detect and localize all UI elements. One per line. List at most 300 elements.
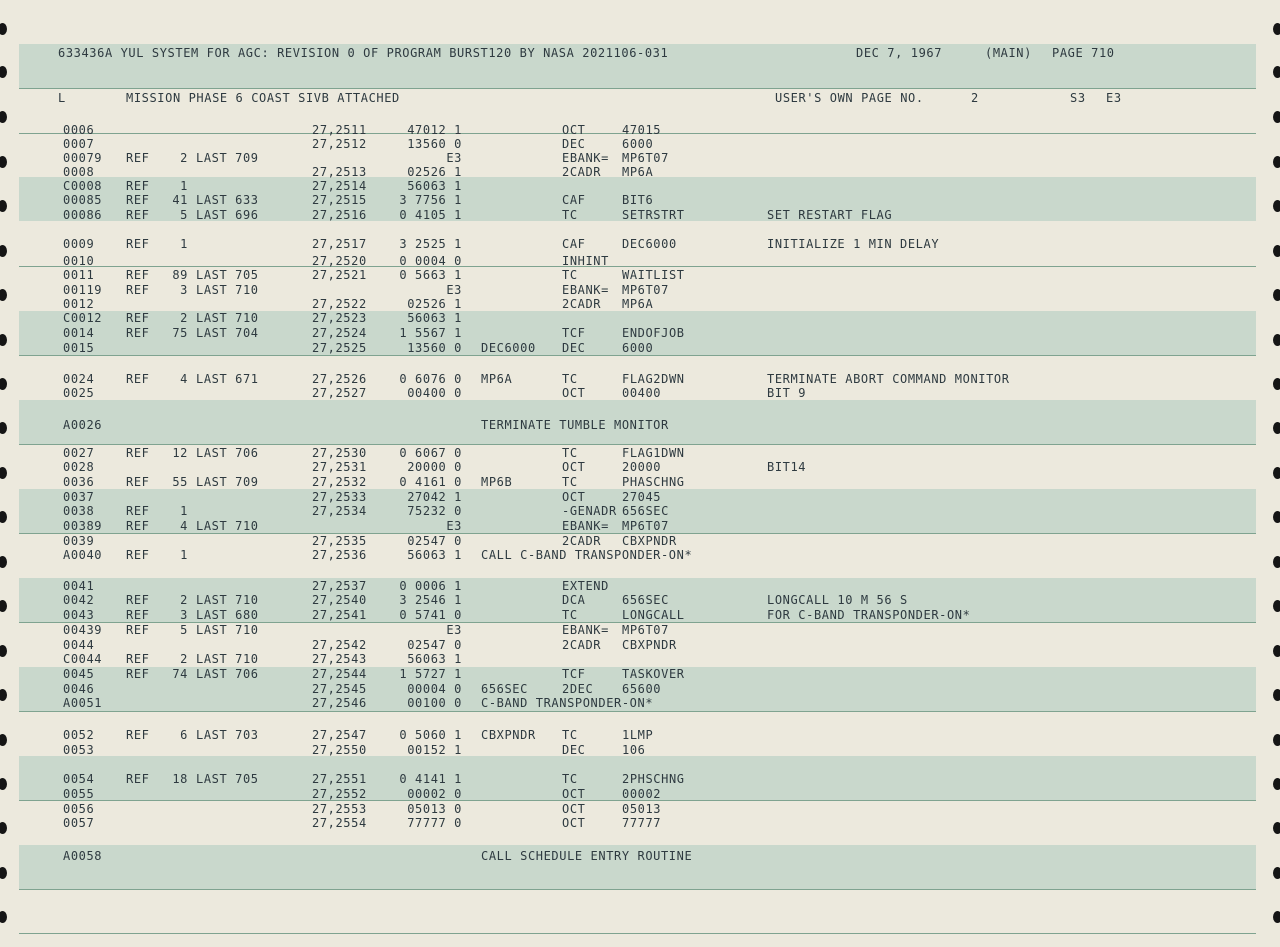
row-cnt: 55	[172, 475, 188, 489]
row-operand: CBXPNDR	[622, 534, 677, 548]
row-seq: 0008	[63, 165, 95, 179]
row-operand: PHASCHNG	[622, 475, 685, 489]
row-seq: 0009	[63, 237, 95, 251]
row-loc: 27,2514	[312, 179, 367, 193]
row-seq: 0012	[63, 297, 95, 311]
row-last: LAST 706	[196, 667, 259, 681]
row-loc: 27,2554	[312, 816, 367, 830]
row-op: OCT	[562, 802, 586, 816]
row-loc: 27,2527	[312, 386, 367, 400]
row-operand: DEC6000	[622, 237, 677, 251]
row-word: 20000 0	[407, 460, 462, 474]
sprocket-hole	[1273, 645, 1280, 657]
row-loc: 27,2553	[312, 802, 367, 816]
row-loc: 27,2520	[312, 254, 367, 268]
row-word: 1 5567 1	[399, 326, 462, 340]
sprocket-hole	[1273, 867, 1280, 879]
sprocket-hole	[0, 334, 7, 346]
row-cnt: 1	[180, 179, 188, 193]
row-seq: A0058	[63, 849, 103, 863]
row-seq: 0053	[63, 743, 95, 757]
row-loc: 27,2532	[312, 475, 367, 489]
sprocket-hole	[1273, 734, 1280, 746]
row-op: TCF	[562, 326, 586, 340]
row-cnt: 3	[180, 608, 188, 622]
row-operand: 1LMP	[622, 728, 654, 742]
row-cnt: 74	[172, 667, 188, 681]
row-word: E3	[446, 623, 462, 637]
row-seq: 00086	[63, 208, 103, 222]
section-code: S3	[1070, 91, 1086, 105]
row-seq: 0011	[63, 268, 95, 282]
sprocket-hole	[1273, 378, 1280, 390]
row-cnt: 41	[172, 193, 188, 207]
row-cnt: 5	[180, 208, 188, 222]
row-loc: 27,2551	[312, 772, 367, 786]
row-loc: 27,2541	[312, 608, 367, 622]
row-operand: 106	[622, 743, 646, 757]
rule-line	[19, 711, 1256, 712]
row-operand: MP6T07	[622, 283, 669, 297]
rule-line	[19, 889, 1256, 890]
row-ref: REF	[126, 237, 150, 251]
row-last: LAST 633	[196, 193, 259, 207]
sprocket-hole	[0, 911, 7, 923]
sprocket-hole	[1273, 66, 1280, 78]
row-word: 47012 1	[407, 123, 462, 137]
row-loc: 27,2512	[312, 137, 367, 151]
row-loc: 27,2530	[312, 446, 367, 460]
row-loc: 27,2543	[312, 652, 367, 666]
row-word: 0 4105 1	[399, 208, 462, 222]
row-seq: 0036	[63, 475, 95, 489]
row-last: LAST 709	[196, 151, 259, 165]
row-ref: REF	[126, 504, 150, 518]
row-seq: 0044	[63, 638, 95, 652]
row-seq: 0028	[63, 460, 95, 474]
row-operand: 77777	[622, 816, 662, 830]
row-word: 02526 1	[407, 165, 462, 179]
row-operand: MP6T07	[622, 519, 669, 533]
row-op: EBANK=	[562, 623, 609, 637]
row-word: 02547 0	[407, 534, 462, 548]
row-seq: 0045	[63, 667, 95, 681]
row-last: LAST 710	[196, 623, 259, 637]
row-loc: 27,2525	[312, 341, 367, 355]
row-ref: REF	[126, 608, 150, 622]
row-operand: FLAG2DWN	[622, 372, 685, 386]
sprocket-hole	[1273, 23, 1280, 35]
row-operand: 00400	[622, 386, 662, 400]
row-operand: BIT6	[622, 193, 654, 207]
row-word: 0 5060 1	[399, 728, 462, 742]
row-word: 00004 0	[407, 682, 462, 696]
sprocket-hole	[0, 111, 7, 123]
row-op: INHINT	[562, 254, 609, 268]
row-operand: MP6T07	[622, 623, 669, 637]
row-word: 0 6076 0	[399, 372, 462, 386]
row-op: TC	[562, 728, 578, 742]
row-operand: 05013	[622, 802, 662, 816]
row-label: 656SEC	[481, 682, 528, 696]
row-comment: LONGCALL 10 M 56 S	[767, 593, 908, 607]
row-seq: 0057	[63, 816, 95, 830]
row-word: 0 5663 1	[399, 268, 462, 282]
row-loc: 27,2516	[312, 208, 367, 222]
row-ref: REF	[126, 283, 150, 297]
sprocket-hole	[1273, 511, 1280, 523]
row-op: OCT	[562, 490, 586, 504]
header-page: PAGE 710	[1052, 46, 1115, 60]
rule-line	[19, 355, 1256, 356]
row-op: TC	[562, 608, 578, 622]
row-op: -GENADR	[562, 504, 617, 518]
row-operand: 27045	[622, 490, 662, 504]
row-word: E3	[446, 283, 462, 297]
row-op: TC	[562, 772, 578, 786]
row-comment: TERMINATE ABORT COMMAND MONITOR	[767, 372, 1010, 386]
row-cnt: 12	[172, 446, 188, 460]
row-cnt: 4	[180, 372, 188, 386]
row-ref: REF	[126, 772, 150, 786]
row-label: TERMINATE TUMBLE MONITOR	[481, 418, 669, 432]
row-word: 1 5727 1	[399, 667, 462, 681]
row-word: 00400 0	[407, 386, 462, 400]
row-word: 27042 1	[407, 490, 462, 504]
rule-line	[19, 933, 1256, 934]
row-seq: 0041	[63, 579, 95, 593]
row-cnt: 5	[180, 623, 188, 637]
sprocket-hole	[0, 156, 7, 168]
row-seq: 0007	[63, 137, 95, 151]
row-operand: WAITLIST	[622, 268, 685, 282]
row-label: MP6A	[481, 372, 513, 386]
row-word: 0 4161 0	[399, 475, 462, 489]
row-label: CALL C-BAND TRANSPONDER-ON*	[481, 548, 693, 562]
row-seq: 0015	[63, 341, 95, 355]
row-op: DEC	[562, 137, 586, 151]
row-last: LAST 710	[196, 593, 259, 607]
row-word: 05013 0	[407, 802, 462, 816]
row-word: 02547 0	[407, 638, 462, 652]
row-ref: REF	[126, 519, 150, 533]
row-cnt: 89	[172, 268, 188, 282]
row-word: 0 4141 1	[399, 772, 462, 786]
row-last: LAST 706	[196, 446, 259, 460]
row-seq: 0054	[63, 772, 95, 786]
row-ref: REF	[126, 208, 150, 222]
row-op: OCT	[562, 123, 586, 137]
row-operand: MP6A	[622, 297, 654, 311]
row-comment: INITIALIZE 1 MIN DELAY	[767, 237, 940, 251]
row-loc: 27,2544	[312, 667, 367, 681]
sprocket-hole	[1273, 334, 1280, 346]
row-op: TC	[562, 268, 578, 282]
row-word: 56063 1	[407, 548, 462, 562]
row-last: LAST 710	[196, 311, 259, 325]
row-cnt: 2	[180, 311, 188, 325]
row-ref: REF	[126, 593, 150, 607]
row-ref: REF	[126, 311, 150, 325]
row-ref: REF	[126, 652, 150, 666]
row-operand: MP6T07	[622, 151, 669, 165]
section-code: E3	[1106, 91, 1122, 105]
row-ref: REF	[126, 179, 150, 193]
row-op: 2CADR	[562, 297, 602, 311]
row-label: CBXPNDR	[481, 728, 536, 742]
row-operand: ENDOFJOB	[622, 326, 685, 340]
row-loc: 27,2535	[312, 534, 367, 548]
row-word: 00152 1	[407, 743, 462, 757]
row-word: 77777 0	[407, 816, 462, 830]
row-loc: 27,2521	[312, 268, 367, 282]
row-loc: 27,2531	[312, 460, 367, 474]
row-comment: SET RESTART FLAG	[767, 208, 893, 222]
row-op: EXTEND	[562, 579, 609, 593]
row-cnt: 2	[180, 151, 188, 165]
row-op: DEC	[562, 341, 586, 355]
sprocket-hole	[0, 734, 7, 746]
row-op: EBANK=	[562, 283, 609, 297]
row-op: DEC	[562, 743, 586, 757]
row-operand: SETRSTRT	[622, 208, 685, 222]
row-loc: 27,2523	[312, 311, 367, 325]
row-loc: 27,2515	[312, 193, 367, 207]
row-seq: 0055	[63, 787, 95, 801]
row-cnt: 4	[180, 519, 188, 533]
user-page-number: 2	[971, 91, 979, 105]
row-ref: REF	[126, 548, 150, 562]
row-word: E3	[446, 519, 462, 533]
sprocket-hole	[0, 245, 7, 257]
row-word: 02526 1	[407, 297, 462, 311]
sprocket-hole	[1273, 556, 1280, 568]
sprocket-hole	[0, 867, 7, 879]
sprocket-hole	[0, 600, 7, 612]
row-last: LAST 710	[196, 283, 259, 297]
row-seq: C0044	[63, 652, 103, 666]
row-word: 3 7756 1	[399, 193, 462, 207]
row-op: 2CADR	[562, 638, 602, 652]
row-ref: REF	[126, 728, 150, 742]
sprocket-hole	[1273, 689, 1280, 701]
header-title: 633436A YUL SYSTEM FOR AGC: REVISION 0 OF PROGRAM BURST120 BY NASA 2021106-031	[58, 46, 669, 60]
row-operand: 20000	[622, 460, 662, 474]
row-seq: A0026	[63, 418, 103, 432]
row-loc: 27,2542	[312, 638, 367, 652]
row-seq: 0024	[63, 372, 95, 386]
section-title: MISSION PHASE 6 COAST SIVB ATTACHED	[126, 91, 400, 105]
sprocket-hole	[1273, 822, 1280, 834]
row-last: LAST 671	[196, 372, 259, 386]
row-operand: FLAG1DWN	[622, 446, 685, 460]
row-cnt: 18	[172, 772, 188, 786]
row-operand: TASKOVER	[622, 667, 685, 681]
row-operand: CBXPNDR	[622, 638, 677, 652]
row-label: DEC6000	[481, 341, 536, 355]
row-word: 13560 0	[407, 137, 462, 151]
row-last: LAST 705	[196, 268, 259, 282]
row-word: 00002 0	[407, 787, 462, 801]
row-last: LAST 696	[196, 208, 259, 222]
row-word: 3 2525 1	[399, 237, 462, 251]
rule-line	[19, 266, 1256, 267]
row-op: 2DEC	[562, 682, 594, 696]
row-seq: 0010	[63, 254, 95, 268]
row-loc: 27,2552	[312, 787, 367, 801]
row-last: LAST 710	[196, 519, 259, 533]
row-seq: 00389	[63, 519, 103, 533]
row-loc: 27,2533	[312, 490, 367, 504]
row-loc: 27,2513	[312, 165, 367, 179]
row-operand: LONGCALL	[622, 608, 685, 622]
rule-line	[19, 88, 1256, 89]
row-loc: 27,2524	[312, 326, 367, 340]
row-word: E3	[446, 151, 462, 165]
row-loc: 27,2511	[312, 123, 367, 137]
row-seq: A0040	[63, 548, 103, 562]
row-op: EBANK=	[562, 151, 609, 165]
row-label: MP6B	[481, 475, 513, 489]
row-op: 2CADR	[562, 534, 602, 548]
row-op: TC	[562, 446, 578, 460]
sprocket-hole	[0, 645, 7, 657]
row-ref: REF	[126, 326, 150, 340]
row-loc: 27,2550	[312, 743, 367, 757]
row-seq: 00439	[63, 623, 103, 637]
row-last: LAST 680	[196, 608, 259, 622]
row-last: LAST 703	[196, 728, 259, 742]
row-op: CAF	[562, 193, 586, 207]
row-ref: REF	[126, 475, 150, 489]
row-cnt: 1	[180, 237, 188, 251]
sprocket-hole	[1273, 245, 1280, 257]
row-loc: 27,2534	[312, 504, 367, 518]
row-loc: 27,2545	[312, 682, 367, 696]
sprocket-hole	[1273, 422, 1280, 434]
row-seq: 0046	[63, 682, 95, 696]
sprocket-hole	[1273, 911, 1280, 923]
row-operand: MP6A	[622, 165, 654, 179]
sprocket-hole	[0, 511, 7, 523]
row-last: LAST 705	[196, 772, 259, 786]
row-op: OCT	[562, 816, 586, 830]
row-op: DCA	[562, 593, 586, 607]
sprocket-hole	[1273, 778, 1280, 790]
sprocket-hole	[0, 822, 7, 834]
row-op: 2CADR	[562, 165, 602, 179]
row-cnt: 2	[180, 652, 188, 666]
row-label: C-BAND TRANSPONDER-ON*	[481, 696, 654, 710]
row-seq: A0051	[63, 696, 103, 710]
row-operand: 6000	[622, 341, 654, 355]
row-seq: 0037	[63, 490, 95, 504]
row-seq: 0038	[63, 504, 95, 518]
row-word: 56063 1	[407, 652, 462, 666]
row-cnt: 3	[180, 283, 188, 297]
row-op: TCF	[562, 667, 586, 681]
row-last: LAST 710	[196, 652, 259, 666]
row-seq: C0012	[63, 311, 103, 325]
row-cnt: 6	[180, 728, 188, 742]
sprocket-hole	[1273, 289, 1280, 301]
sprocket-hole	[0, 467, 7, 479]
row-seq: 0025	[63, 386, 95, 400]
row-operand: 656SEC	[622, 504, 669, 518]
sprocket-hole	[0, 689, 7, 701]
row-loc: 27,2522	[312, 297, 367, 311]
row-cnt: 1	[180, 548, 188, 562]
row-loc: 27,2546	[312, 696, 367, 710]
row-word: 13560 0	[407, 341, 462, 355]
sprocket-hole	[1273, 111, 1280, 123]
row-seq: 00085	[63, 193, 103, 207]
row-cnt: 1	[180, 504, 188, 518]
sprocket-hole	[1273, 200, 1280, 212]
sprocket-hole	[1273, 156, 1280, 168]
rule-line	[19, 444, 1256, 445]
row-comment: BIT 9	[767, 386, 807, 400]
row-op: EBANK=	[562, 519, 609, 533]
user-page-label: USER'S OWN PAGE NO.	[775, 91, 924, 105]
row-loc: 27,2517	[312, 237, 367, 251]
row-word: 56063 1	[407, 179, 462, 193]
row-ref: REF	[126, 268, 150, 282]
row-operand: 00002	[622, 787, 662, 801]
row-op: CAF	[562, 237, 586, 251]
row-seq: 0027	[63, 446, 95, 460]
row-word: 56063 1	[407, 311, 462, 325]
row-operand: 2PHSCHNG	[622, 772, 685, 786]
row-ref: REF	[126, 446, 150, 460]
row-loc: 27,2526	[312, 372, 367, 386]
row-seq: 00079	[63, 151, 103, 165]
row-word: 0 5741 0	[399, 608, 462, 622]
row-comment: FOR C-BAND TRANSPONDER-ON*	[767, 608, 971, 622]
row-operand: 6000	[622, 137, 654, 151]
sprocket-hole	[0, 422, 7, 434]
row-seq: 00119	[63, 283, 103, 297]
row-op: TC	[562, 372, 578, 386]
sprocket-hole	[0, 289, 7, 301]
sprocket-hole	[0, 200, 7, 212]
sprocket-hole	[0, 66, 7, 78]
row-operand: 656SEC	[622, 593, 669, 607]
row-word: 0 0004 0	[399, 254, 462, 268]
row-seq: 0043	[63, 608, 95, 622]
sprocket-hole	[1273, 600, 1280, 612]
row-ref: REF	[126, 667, 150, 681]
row-comment: BIT14	[767, 460, 807, 474]
header-date: DEC 7, 1967	[856, 46, 943, 60]
row-last: LAST 704	[196, 326, 259, 340]
row-op: TC	[562, 475, 578, 489]
row-word: 0 0006 1	[399, 579, 462, 593]
row-seq: 0014	[63, 326, 95, 340]
sprocket-hole	[0, 556, 7, 568]
row-op: OCT	[562, 386, 586, 400]
row-word: 3 2546 1	[399, 593, 462, 607]
row-cnt: 75	[172, 326, 188, 340]
row-word: 0 6067 0	[399, 446, 462, 460]
row-operand: 47015	[622, 123, 662, 137]
sprocket-hole	[0, 778, 7, 790]
log-marker: L	[58, 91, 66, 105]
row-seq: 0042	[63, 593, 95, 607]
sprocket-hole	[1273, 467, 1280, 479]
row-ref: REF	[126, 372, 150, 386]
row-ref: REF	[126, 623, 150, 637]
